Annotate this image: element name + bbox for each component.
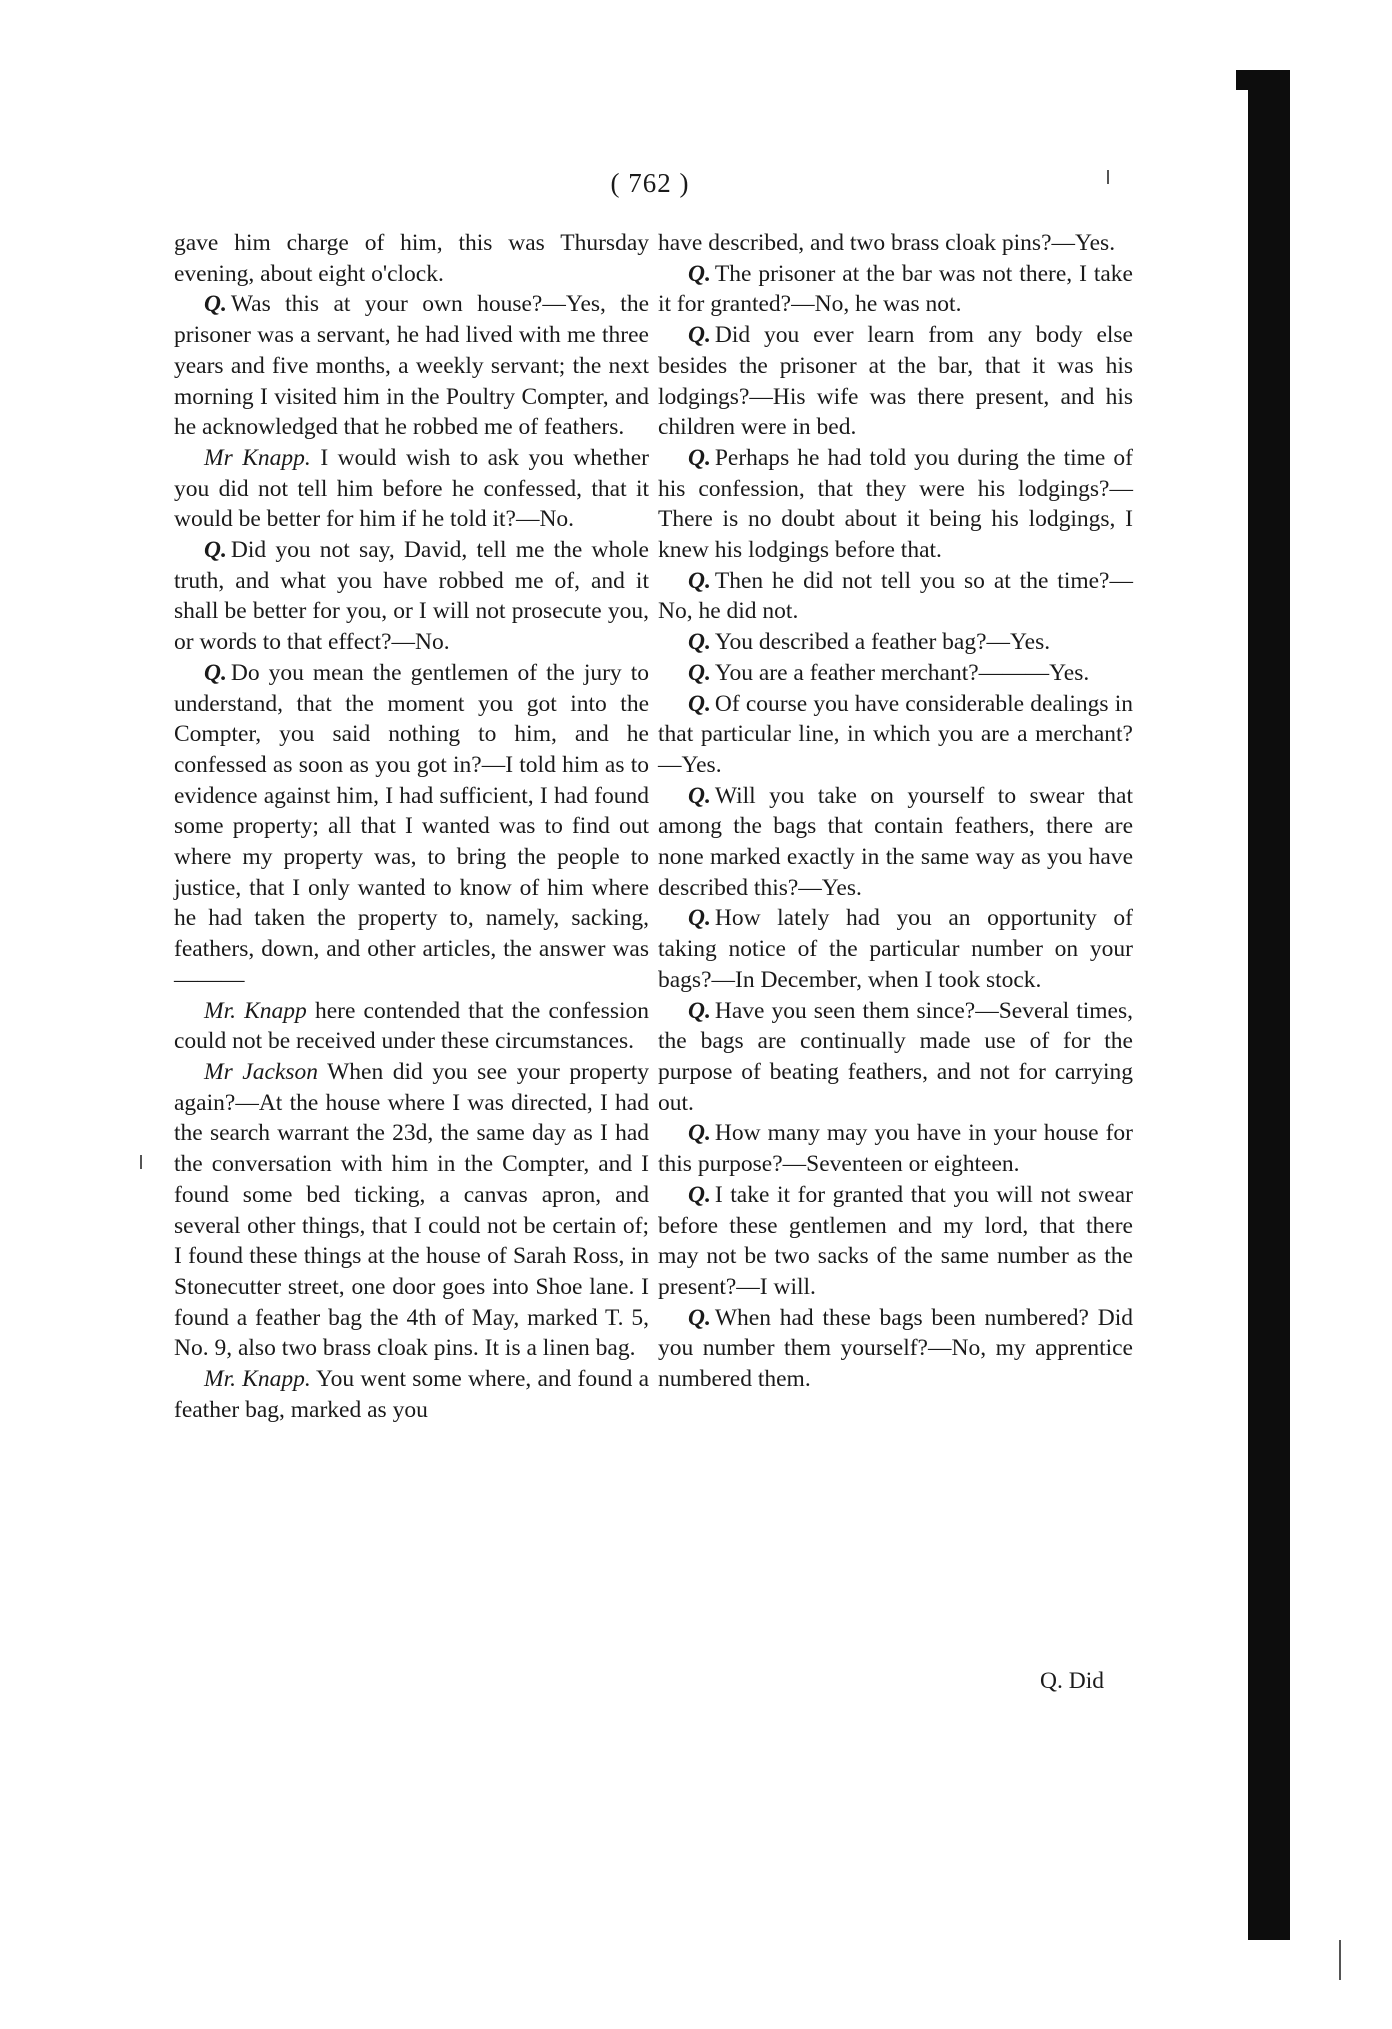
question-marker: Q.	[688, 567, 711, 594]
speaker-name: Mr Jackson	[204, 1058, 318, 1085]
paragraph-text: You described a feather bag?—Yes.	[714, 629, 1051, 656]
paragraph-text: The prisoner at the bar was not there, I take it for granted?—No, he was not.	[658, 260, 1133, 318]
paragraph-text: When had these bags been numbered? Did you number them yourself?—No, my apprentice numbered them.	[658, 1304, 1133, 1393]
paragraph	[174, 1364, 649, 1425]
paragraph-text: I would wish to ask you whether you did not tell him before he confessed, that it would be better for him if he told it?—No.	[174, 444, 649, 533]
question-marker: Q.	[688, 782, 711, 809]
paragraph-text: have described, and two brass cloak pins?—Yes.	[658, 230, 1116, 256]
paragraph	[174, 996, 649, 1057]
question-marker: Q.	[688, 997, 711, 1024]
question-marker: Q.	[688, 629, 711, 656]
question-marker: Q.	[688, 690, 711, 717]
paragraph	[174, 1057, 649, 1364]
paragraph	[658, 627, 1133, 658]
paragraph	[174, 228, 649, 289]
question-marker: Q.	[204, 659, 227, 686]
paragraph	[174, 289, 649, 443]
scan-mark-left	[140, 1155, 142, 1169]
paragraph-text: How many may you have in your house for this purpose?—Seventeen or eighteen.	[658, 1120, 1133, 1178]
paragraph	[174, 443, 649, 535]
question-marker: Q.	[688, 1304, 711, 1331]
scan-mark-bottom	[1339, 1940, 1341, 1980]
paragraph-text: How lately had you an opportunity of taking notice of the particular number on your bags?—In December, when I took stock.	[658, 905, 1133, 993]
paragraph	[658, 1303, 1133, 1395]
paragraph	[174, 535, 649, 658]
paragraph	[174, 658, 649, 996]
speaker-name: Mr. Knapp	[204, 997, 307, 1024]
paragraph-text: You went some where, and found a feather bag, marked as you	[174, 1366, 649, 1423]
right-column	[658, 228, 1133, 1395]
question-marker: Q.	[688, 444, 711, 471]
paragraph-text: gave him charge of him, this was Thursday evening, about eight o'clock.	[174, 230, 649, 287]
speaker-name: Mr Knapp.	[204, 444, 311, 471]
paragraph-text: Did you ever learn from any body else besides the prisoner at the bar, that it was his lodgings?—His wife was there present, and his children were in bed.	[658, 322, 1133, 441]
paragraph-text: You are a feather merchant?———Yes.	[714, 659, 1090, 686]
question-marker: Q.	[204, 537, 227, 564]
paragraph-text: Perhaps he had told you during the time of his confession, that they were his lodgings?—There is no doubt about it being his lodgings, I knew his lodgings before that.	[658, 444, 1133, 564]
question-marker: Q.	[688, 905, 711, 932]
paragraph-text: Was this at your own house?—Yes, the prisoner was a servant, he had lived with me three years and five months, a weekly servant; the next morning I visited him in the Poultry Compter, and he acknowledged that he robbed me of feathers.	[174, 291, 649, 441]
paragraph	[658, 259, 1133, 320]
paragraph	[658, 1118, 1133, 1179]
paragraph-text: Then he did not tell you so at the time?—No, he did not.	[658, 567, 1133, 625]
paragraph	[658, 443, 1133, 566]
paragraph-text: I take it for granted that you will not swear before these gentlemen and my lord, that there may not be two sacks of the same number as the present?—I will.	[658, 1181, 1133, 1300]
paragraph	[658, 658, 1133, 689]
question-marker: Q.	[204, 291, 227, 318]
paragraph-text: Of course you have considerable dealings in that particular line, in which you are a merchant?—Yes.	[658, 690, 1133, 778]
paragraph-text: Did you not say, David, tell me the whole truth, and what you have robbed me of, and it shall be better for you, or I will not prosecute you, or words to that effect?—No.	[174, 537, 649, 656]
paragraph	[658, 228, 1133, 259]
paragraph	[658, 566, 1133, 627]
left-column	[174, 228, 649, 1425]
catchword: Q. Did	[1040, 1668, 1104, 1694]
scan-mark-top	[1107, 170, 1109, 184]
speaker-name: Mr. Knapp.	[204, 1366, 311, 1393]
paragraph-text: Do you mean the gentlemen of the jury to understand, that the moment you got into the Compter, you said nothing to him, and he confessed as soon as you got in?—I told him as to evidence against him, I had sufficient, I had found some property; all that I wanted was to find out where my property was, to bring the people to justice, that I only wanted to know of him where he had taken the property to, namely, sacking, feathers, down, and other articles, the answer was———	[174, 659, 649, 993]
page-edge-bar	[1248, 70, 1290, 1940]
question-marker: Q.	[688, 1181, 711, 1208]
paragraph	[658, 1180, 1133, 1303]
paragraph-text: here contended that the confession could not be received under these circumstances.	[174, 997, 650, 1055]
paragraph	[658, 689, 1133, 781]
paragraph	[658, 320, 1133, 443]
question-marker: Q.	[688, 659, 711, 686]
paragraph-text: Have you seen them since?—Several times, the bags are continually made use of for the purpose of beating feathers, and not for carrying out.	[658, 997, 1133, 1116]
paragraph-text: Will you take on yourself to swear that among the bags that contain feathers, there are none marked exactly in the same way as you have described this?—Yes.	[658, 782, 1133, 901]
question-marker: Q.	[688, 322, 711, 349]
page-number: ( 762 )	[610, 168, 690, 198]
paragraph-text: When did you see your property again?—At the house where I was directed, I had the search warrant the 23d, the same day as I had the conversation with him in the Compter, and I found some bed ticking, a canvas apron, and several other things, that I could not be certain of; I found these things at the house of Sarah Ross, in Stonecutter street, one door goes into Shoe lane. I found a feather bag the 4th of May, marked T. 5, No. 9, also two brass cloak pins. It is a linen bag.	[174, 1058, 649, 1362]
paragraph	[658, 781, 1133, 904]
paragraph	[658, 903, 1133, 995]
paragraph	[658, 996, 1133, 1119]
question-marker: Q.	[688, 260, 711, 287]
question-marker: Q.	[688, 1120, 711, 1147]
